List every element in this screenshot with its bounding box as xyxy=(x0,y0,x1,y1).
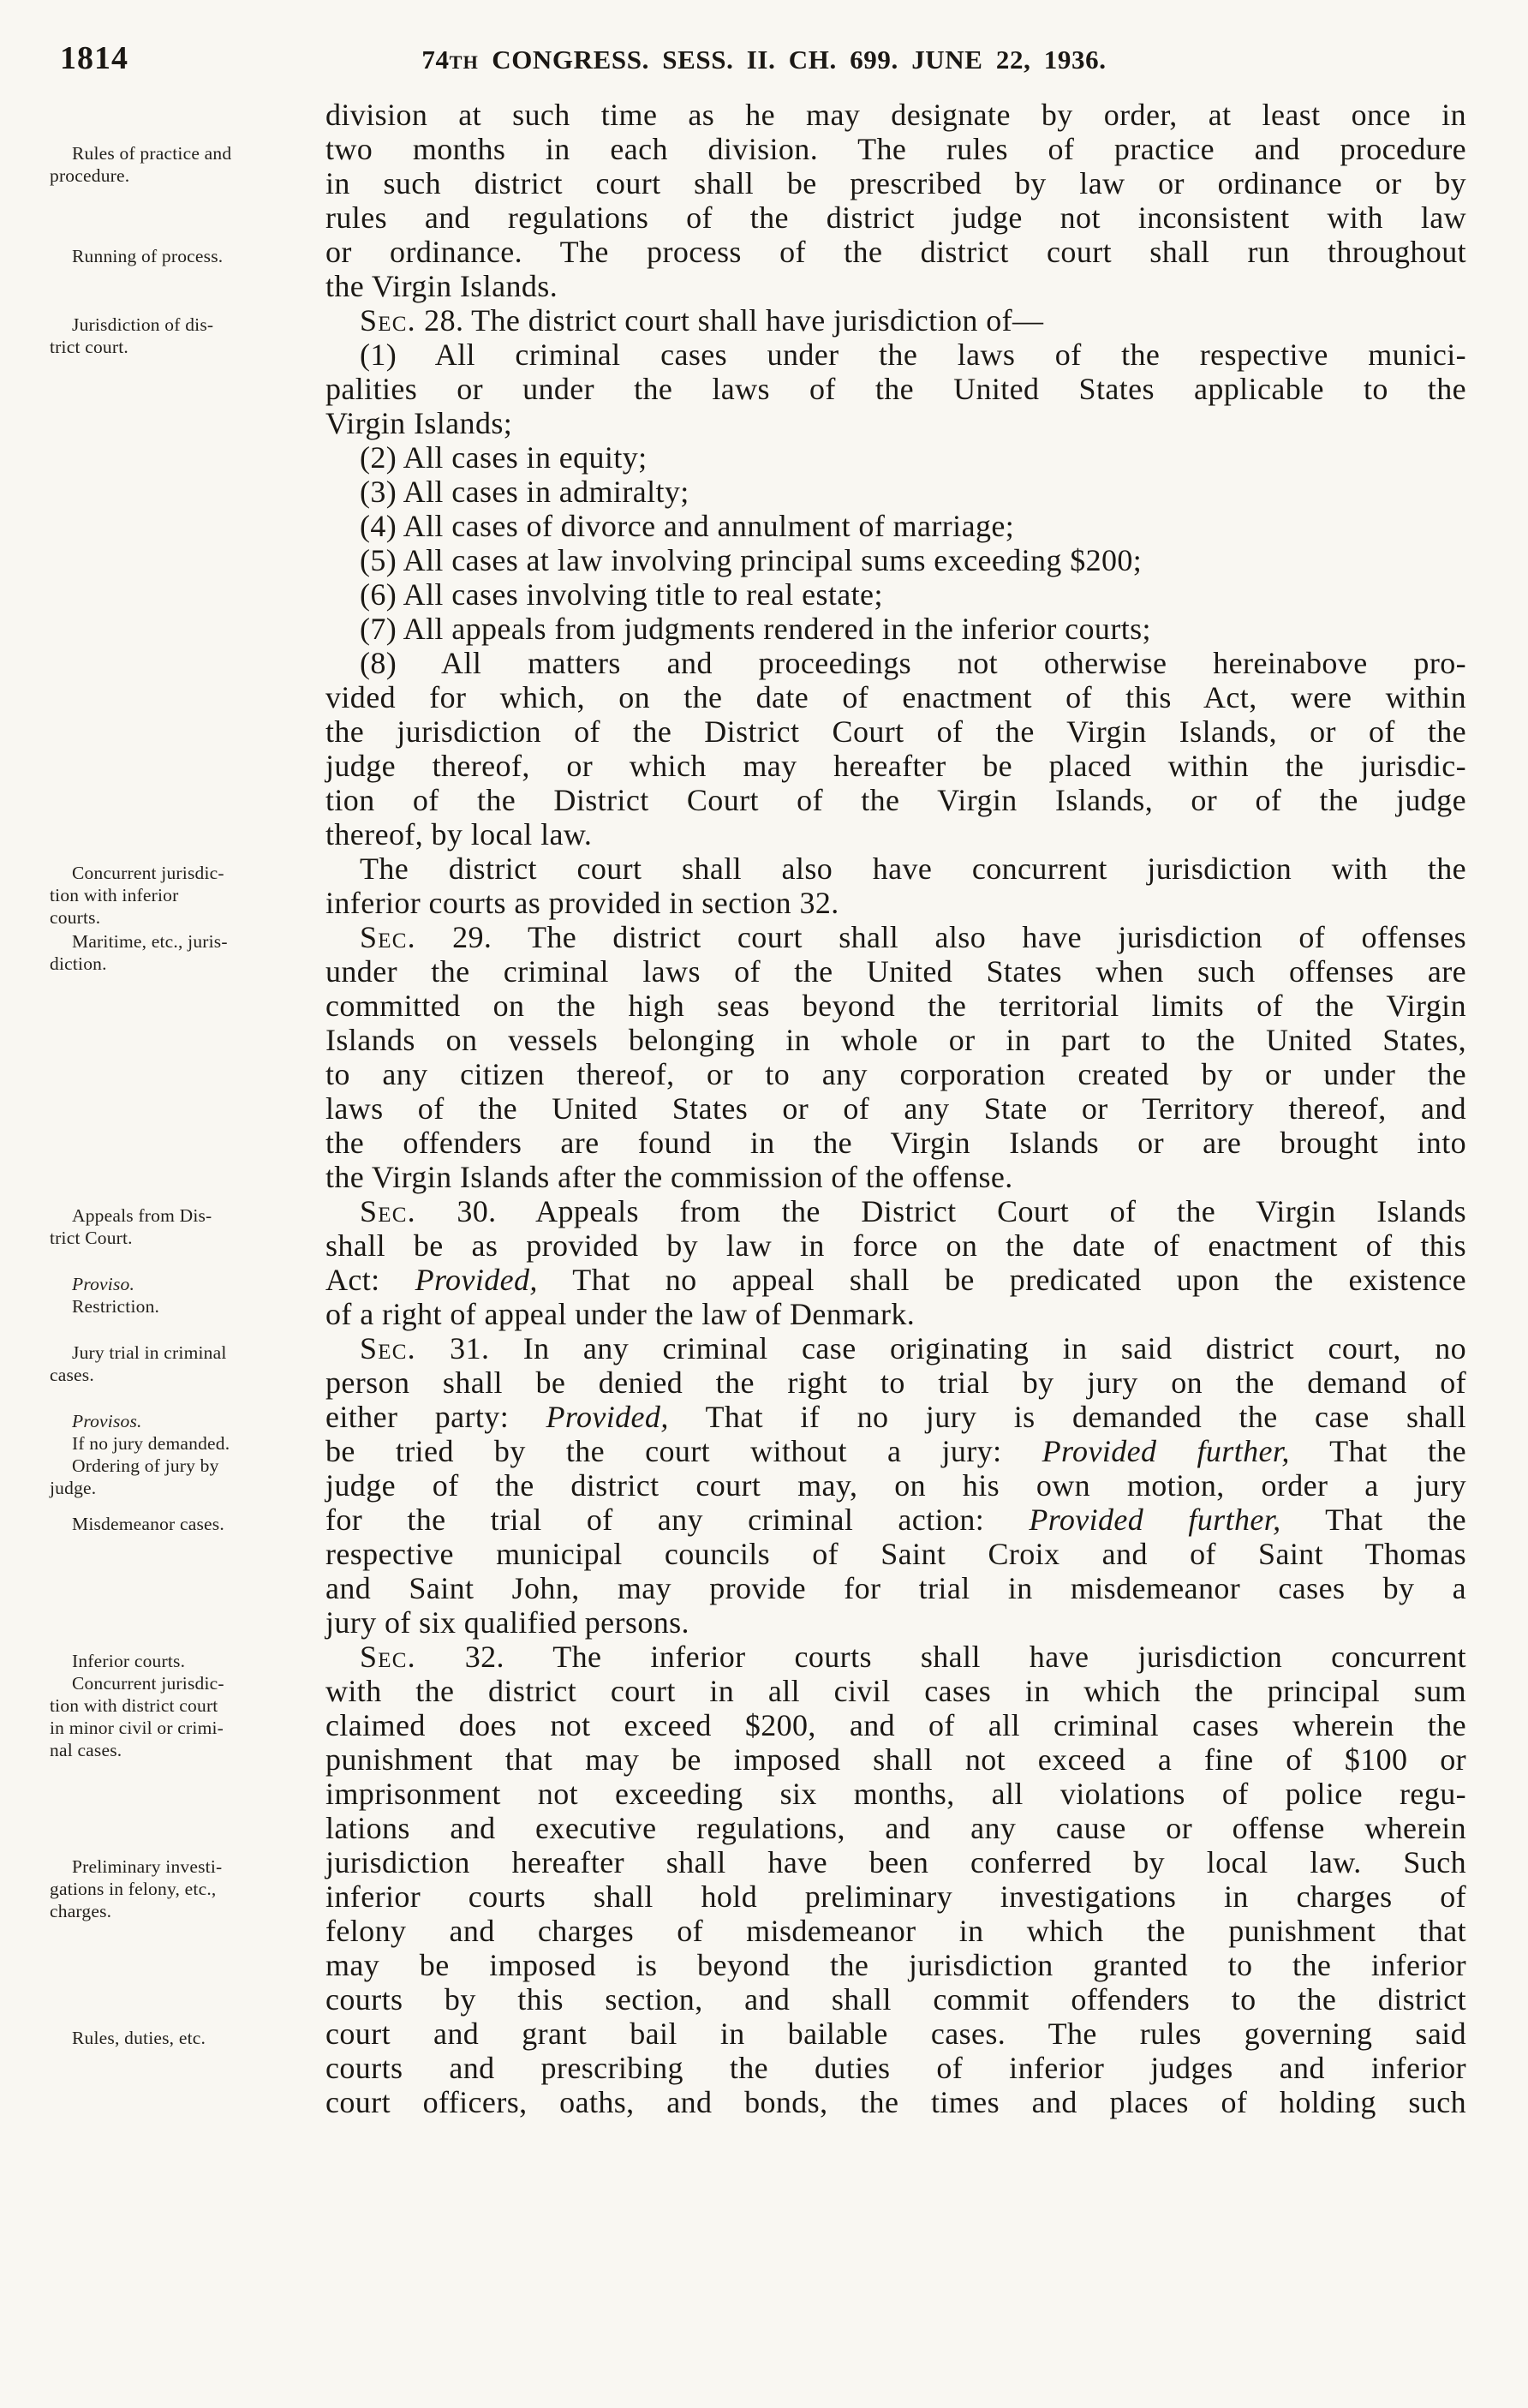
body-line xyxy=(325,1400,1466,1434)
body-line xyxy=(325,1982,1466,2017)
running-head-text: CONGRESS. SESS. II. CH. 699. JUNE 22, 1936. xyxy=(478,45,1107,75)
body-line xyxy=(325,851,1466,886)
text-run: respective municipal councils of Saint Croix and of Saint Thomas xyxy=(325,1537,1466,1571)
body-line xyxy=(325,1845,1466,1879)
paragraph xyxy=(325,509,1466,543)
text-run: tion with district court xyxy=(50,1695,218,1716)
text-run: court officers, oaths, and bonds, the times and places of holding such xyxy=(325,2085,1466,2119)
body-line xyxy=(325,714,1466,749)
text-run: nal cases. xyxy=(50,1740,122,1760)
text-run: committed on the high seas beyond the territorial limits of the Virgin xyxy=(325,989,1466,1023)
text-run: (7) All appeals from judgments rendered in the inferior courts; xyxy=(360,612,1151,646)
body-line xyxy=(325,1023,1466,1057)
text-run: court and grant bail in bailable cases. The rules governing said xyxy=(325,2017,1466,2051)
body-line xyxy=(325,2051,1466,2085)
body-line xyxy=(325,1503,1466,1537)
body-line xyxy=(325,1537,1466,1571)
congress-ordinal-suffix: TH xyxy=(449,51,479,73)
text-run: rules and regulations of the district judge not inconsistent with law xyxy=(325,200,1466,235)
text-run: courts by this section, and shall commit offenders to the district xyxy=(325,1982,1466,2017)
text-run: 30. Appeals from the District Court of the Virgin Islands xyxy=(415,1194,1466,1228)
text-run: Maritime, etc., juris- xyxy=(72,931,228,952)
proviso-italic: Provided, xyxy=(415,1263,538,1297)
body-line xyxy=(325,783,1466,817)
paragraph xyxy=(50,1640,1466,2119)
margin-note-line xyxy=(50,1204,308,1227)
text-run: Inferior courts. xyxy=(72,1651,186,1671)
body-line xyxy=(325,1331,1466,1365)
body-line xyxy=(325,1434,1466,1468)
margin-note-line xyxy=(50,1273,308,1295)
margin-note-line xyxy=(50,1364,308,1386)
text-run: division at such time as he may designate by order, at least once in xyxy=(325,98,1466,132)
text-run: charges. xyxy=(50,1901,112,1921)
body-line xyxy=(325,886,1466,920)
body-line xyxy=(325,1674,1466,1708)
body-line xyxy=(325,1160,1466,1194)
text-run: Misdemeanor cases. xyxy=(72,1514,224,1534)
body-line xyxy=(325,954,1466,989)
text-run: or ordinance. The process of the district court shall run throughout xyxy=(325,235,1466,269)
text-run: Rules, duties, etc. xyxy=(72,2028,206,2048)
text-run: palities or under the laws of the United States applicable to the xyxy=(325,372,1466,406)
text-run: claimed does not exceed $200, and of all criminal cases wherein the xyxy=(325,1708,1466,1742)
text-run: the jurisdiction of the District Court of the Virgin Islands, or of the xyxy=(325,714,1466,749)
body-line xyxy=(325,200,1466,235)
body-line xyxy=(325,1811,1466,1845)
text-run: may be imposed is beyond the jurisdiction granted to the inferior xyxy=(325,1948,1466,1982)
body-line xyxy=(325,2017,1466,2051)
body-line xyxy=(325,577,1466,612)
text-run: The district court shall also have concurrent jurisdiction with the xyxy=(360,851,1466,886)
text-run: the offenders are found in the Virgin Islands or are brought into xyxy=(325,1126,1466,1160)
margin-note-line xyxy=(50,1650,308,1672)
margin-note-line xyxy=(50,930,308,953)
text-run: of a right of appeal under the law of Denmark. xyxy=(325,1297,916,1331)
text-run: Concurrent jurisdic- xyxy=(72,863,224,883)
body-line xyxy=(325,612,1466,646)
body-line xyxy=(325,749,1466,783)
body-line xyxy=(325,406,1466,440)
margin-note xyxy=(50,862,308,929)
section-label: Sec. xyxy=(360,1194,416,1228)
body-line xyxy=(325,1640,1466,1674)
proviso-italic: Provisos. xyxy=(72,1411,142,1431)
section-label: Sec. xyxy=(360,920,416,954)
text-run: be tried by the court without a jury: xyxy=(325,1434,1042,1468)
margin-note-line xyxy=(50,2027,308,2049)
text-run: either party: xyxy=(325,1400,546,1434)
text-run: with the district court in all civil cases in which the principal sum xyxy=(325,1674,1466,1708)
text-run: for the trial of any criminal action: xyxy=(325,1503,1030,1537)
margin-note xyxy=(50,1855,308,1922)
margin-note-line xyxy=(50,1513,308,1535)
text-run: tion of the District Court of the Virgin Islands, or of the judge xyxy=(325,783,1466,817)
margin-note xyxy=(50,2027,308,2049)
paragraph xyxy=(50,1194,1466,1331)
margin-note-line xyxy=(50,1477,308,1499)
text-run: 29. The district court shall also have jurisdiction of offenses xyxy=(415,920,1466,954)
margin-note-line xyxy=(50,884,308,906)
text-run: If no jury demanded. xyxy=(72,1433,230,1454)
body-line xyxy=(325,166,1466,200)
text-run: (2) All cases in equity; xyxy=(360,440,648,475)
text-run: in such district court shall be prescribed by law or ordinance or by xyxy=(325,166,1466,200)
body-line xyxy=(325,543,1466,577)
text-run: inferior courts as provided in section 32. xyxy=(325,886,839,920)
margin-note-line xyxy=(50,1900,308,1922)
paragraph xyxy=(325,646,1466,851)
text-run: 32. The inferior courts shall have jurisdiction concurrent xyxy=(415,1640,1466,1674)
text-run: judge of the district court may, on his own motion, order a jury xyxy=(325,1468,1466,1503)
paragraph xyxy=(50,851,1466,928)
text-run: tion with inferior xyxy=(50,885,179,905)
text-run: Jurisdiction of dis- xyxy=(72,314,214,335)
text-run: Restriction. xyxy=(72,1296,160,1317)
text-run: That the xyxy=(1289,1434,1466,1468)
paragraph xyxy=(325,440,1466,475)
body-line xyxy=(325,338,1466,372)
text-run: (1) All criminal cases under the laws of the respective munici- xyxy=(360,338,1466,372)
text-run: (6) All cases involving title to real estate; xyxy=(360,577,883,612)
body-line xyxy=(325,1605,1466,1640)
margin-note-line xyxy=(50,1672,308,1694)
text-run: gations in felony, etc., xyxy=(50,1879,217,1899)
margin-note xyxy=(50,1204,308,1249)
margin-note xyxy=(50,930,308,975)
paragraph xyxy=(50,98,1466,303)
text-run: imprisonment not exceeding six months, all violations of police regu- xyxy=(325,1777,1466,1811)
text-run: the Virgin Islands after the commission of the offense. xyxy=(325,1160,1013,1194)
text-run: (4) All cases of divorce and annulment of marriage; xyxy=(360,509,1015,543)
body-line xyxy=(325,475,1466,509)
margin-note-line xyxy=(50,314,308,336)
text-run: That the xyxy=(1280,1503,1467,1537)
section-label: Sec. xyxy=(360,303,416,338)
body-line xyxy=(325,2085,1466,2119)
body-line xyxy=(325,1914,1466,1948)
body-line xyxy=(325,1879,1466,1914)
text-run: two months in each division. The rules of practice and procedure xyxy=(325,132,1466,166)
margin-note-line xyxy=(50,142,308,164)
text-run: felony and charges of misdemeanor in which the punishment that xyxy=(325,1914,1466,1948)
margin-note-line xyxy=(50,862,308,884)
margin-note-line xyxy=(50,1455,308,1477)
text-run: under the criminal laws of the United States when such offenses are xyxy=(325,954,1466,989)
body-line xyxy=(325,303,1466,338)
margin-note xyxy=(50,1513,308,1535)
proviso-italic: Provided further, xyxy=(1029,1503,1281,1537)
text-run: person shall be denied the right to trial by jury on the demand of xyxy=(325,1365,1466,1400)
text-run: (3) All cases in admiralty; xyxy=(360,475,689,509)
paragraph xyxy=(325,338,1466,440)
margin-note-line xyxy=(50,1227,308,1249)
margin-note-line xyxy=(50,1295,308,1318)
body-line xyxy=(325,440,1466,475)
text-run: Rules of practice and xyxy=(72,143,232,164)
margin-note-line xyxy=(50,245,308,267)
body-line xyxy=(325,1057,1466,1091)
text-run: (8) All matters and proceedings not otherwise hereinabove pro- xyxy=(360,646,1466,680)
margin-note-line xyxy=(50,1410,308,1432)
margin-note xyxy=(50,1273,308,1318)
body-line xyxy=(325,920,1466,954)
text-run: 31. In any criminal case originating in said district court, no xyxy=(415,1331,1466,1365)
page-number: 1814 xyxy=(60,40,128,76)
body-line xyxy=(325,989,1466,1023)
margin-note-line xyxy=(50,1878,308,1900)
text-run: Jury trial in criminal xyxy=(72,1342,227,1363)
text-run: That if no jury is demanded the case shall xyxy=(668,1400,1466,1434)
body-line xyxy=(325,235,1466,269)
margin-note-line xyxy=(50,1341,308,1364)
margin-note xyxy=(50,1341,308,1386)
body-line xyxy=(325,680,1466,714)
margin-note xyxy=(50,245,308,267)
body-line xyxy=(325,1194,1466,1228)
text-run: courts. xyxy=(50,907,101,928)
body-line xyxy=(325,1742,1466,1777)
text-run: shall be as provided by law in force on the date of enactment of this xyxy=(325,1228,1466,1263)
body-line xyxy=(325,372,1466,406)
text-run: diction. xyxy=(50,953,107,974)
body-line xyxy=(325,1126,1466,1160)
body-line xyxy=(325,132,1466,166)
body-line xyxy=(325,1571,1466,1605)
margin-note-line xyxy=(50,1739,308,1761)
margin-note xyxy=(50,1410,308,1499)
text-run: procedure. xyxy=(50,165,130,186)
text-run: to any citizen thereof, or to any corporation created by or under the xyxy=(325,1057,1466,1091)
body-line xyxy=(325,1228,1466,1263)
body-line xyxy=(325,1468,1466,1503)
body-line xyxy=(325,98,1466,132)
text-run: trict Court. xyxy=(50,1228,133,1248)
text-run: vided for which, on the date of enactment of this Act, were within xyxy=(325,680,1466,714)
paragraph xyxy=(325,543,1466,577)
proviso-italic: Provided, xyxy=(546,1400,669,1434)
margin-note-line xyxy=(50,906,308,929)
text-run: Running of process. xyxy=(72,246,224,266)
body-line xyxy=(325,1777,1466,1811)
text-run: and Saint John, may provide for trial in misdemeanor cases by a xyxy=(325,1571,1466,1605)
margin-note xyxy=(50,314,308,358)
text-run: (5) All cases at law involving principal sums exceeding $200; xyxy=(360,543,1143,577)
text-run: Preliminary investi- xyxy=(72,1856,223,1877)
text-run: inferior courts shall hold preliminary investigations in charges of xyxy=(325,1879,1466,1914)
margin-note-line xyxy=(50,336,308,358)
text-run: Appeals from Dis- xyxy=(72,1205,212,1226)
margin-note-line xyxy=(50,953,308,975)
body-line xyxy=(325,646,1466,680)
text-run: judge thereof, or which may hereafter be placed within the jurisdic- xyxy=(325,749,1466,783)
congress-number: 74 xyxy=(421,45,450,75)
body-line xyxy=(325,509,1466,543)
margin-note-line xyxy=(50,1717,308,1739)
text-run: 28. The district court shall have jurisdiction of— xyxy=(415,303,1044,338)
paragraph xyxy=(325,612,1466,646)
margin-note-line xyxy=(50,1855,308,1878)
section-label: Sec. xyxy=(360,1331,416,1365)
body-line xyxy=(325,817,1466,851)
body-line xyxy=(325,1708,1466,1742)
text-run: the Virgin Islands. xyxy=(325,269,558,303)
text-run: punishment that may be imposed shall not exceed a fine of $100 or xyxy=(325,1742,1466,1777)
body-line xyxy=(325,269,1466,303)
text-run: Virgin Islands; xyxy=(325,406,513,440)
text-run: in minor civil or crimi- xyxy=(50,1718,224,1738)
body-line xyxy=(325,1263,1466,1297)
body-line xyxy=(325,1948,1466,1982)
body-line xyxy=(325,1297,1466,1331)
body-line xyxy=(325,1091,1466,1126)
paragraph xyxy=(325,577,1466,612)
text-run: Islands on vessels belonging in whole or in part to the United States, xyxy=(325,1023,1466,1057)
section-label: Sec. xyxy=(360,1640,416,1674)
text-run: Concurrent jurisdic- xyxy=(72,1673,224,1694)
text-run: Ordering of jury by xyxy=(72,1455,219,1476)
text-run: That no appeal shall be predicated upon the existence xyxy=(537,1263,1466,1297)
text-run: courts and prescribing the duties of inferior judges and inferior xyxy=(325,2051,1466,2085)
text-run: cases. xyxy=(50,1365,94,1385)
margin-note-line xyxy=(50,1432,308,1455)
text-run: jury of six qualified persons. xyxy=(325,1605,689,1640)
statute-body xyxy=(50,98,1467,2119)
margin-note xyxy=(50,142,308,187)
margin-note-line xyxy=(50,164,308,187)
proviso-italic: Provided further, xyxy=(1042,1434,1290,1468)
text-run: trict court. xyxy=(50,337,128,357)
paragraph xyxy=(325,475,1466,509)
paragraph xyxy=(50,1331,1467,1640)
running-head xyxy=(0,45,1528,75)
margin-note-line xyxy=(50,1694,308,1717)
margin-note xyxy=(50,1650,308,1761)
text-run: lations and executive regulations, and any cause or offense wherein xyxy=(325,1811,1466,1845)
proviso-italic: Proviso. xyxy=(72,1274,135,1294)
text-run: judge. xyxy=(50,1478,97,1498)
text-run: jurisdiction hereafter shall have been conferred by local law. Such xyxy=(325,1845,1466,1879)
paragraph xyxy=(50,920,1466,1194)
text-run: laws of the United States or of any State or Territory thereof, and xyxy=(325,1091,1466,1126)
text-run: Act: xyxy=(325,1263,415,1297)
body-line xyxy=(325,1365,1466,1400)
text-run: thereof, by local law. xyxy=(325,817,593,851)
